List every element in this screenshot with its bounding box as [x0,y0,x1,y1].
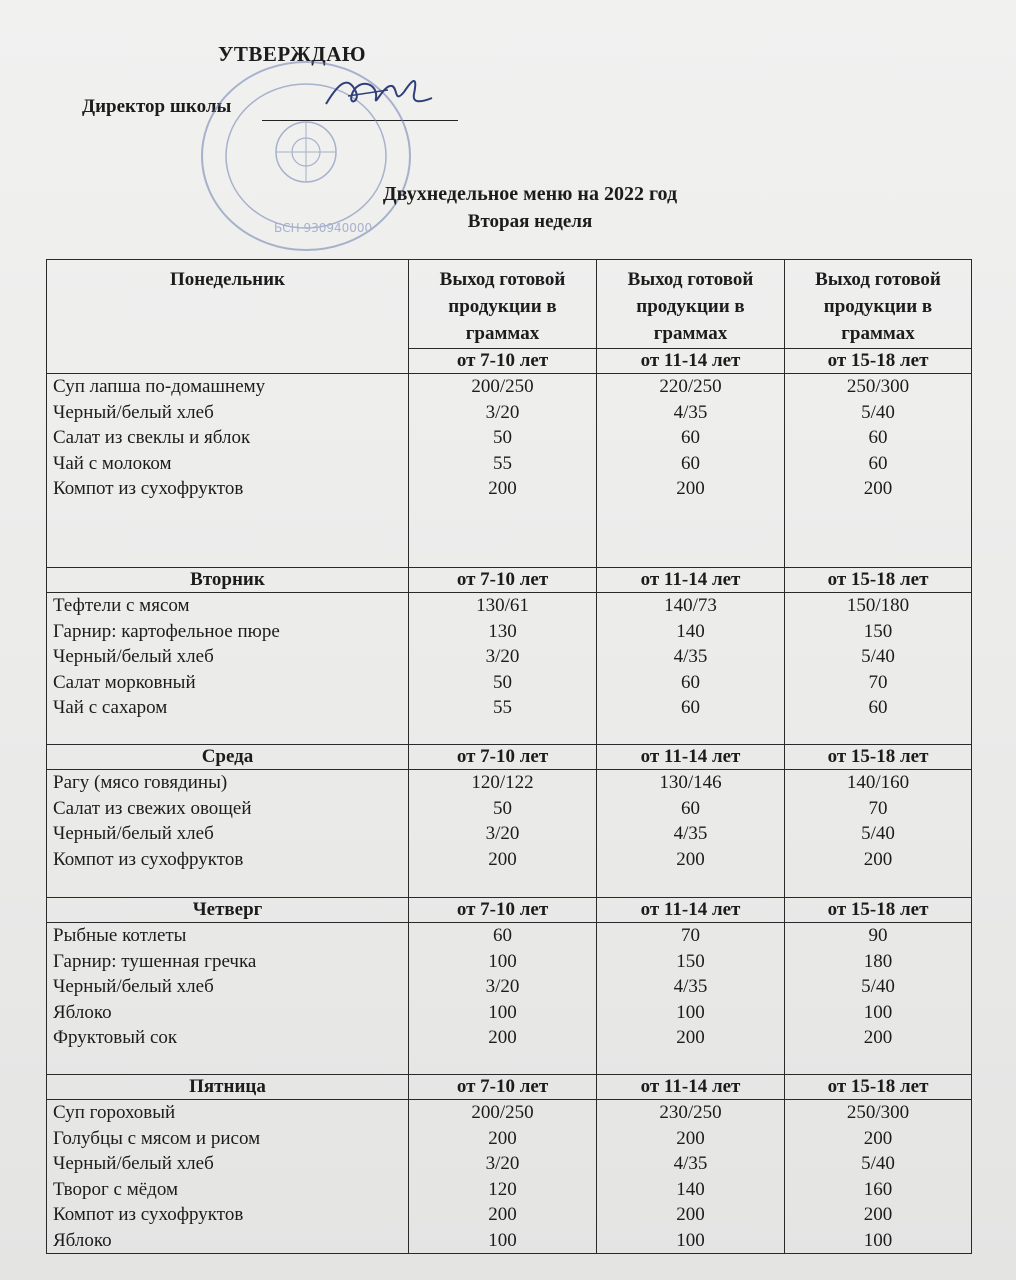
portion-value: 150/180 [846,595,910,616]
portion-value: 200 [863,478,893,499]
dish-name: Фруктовый сок [53,1027,178,1048]
portion-column [409,923,597,1075]
dish-list [47,923,409,1075]
portion-value: 120 [488,1178,517,1200]
portion-value: 100 [676,1001,705,1023]
portion-value: 3/20 [485,976,520,997]
portion-value: 4/35 [673,976,708,997]
portion-value: 200 [676,848,705,870]
dish-name: Черный/белый хлеб [53,401,214,423]
portion-value: 100 [863,1001,893,1023]
day-name: Пятница [47,1075,409,1100]
portion-value: 140 [676,620,705,642]
dish-name: Салат из свеклы и яблок [53,427,251,448]
dish-list [47,770,409,898]
portion-value: 55 [493,452,512,474]
day-items-row [47,374,972,568]
day-name: Четверг [47,898,409,923]
approve-heading: УТВЕРЖДАЮ [218,42,367,66]
portion-column [597,593,785,745]
age-group-label: от 7-10 лет [409,1075,597,1100]
portion-value: 200 [488,1204,517,1225]
portion-value: 90 [868,925,888,946]
portion-value: 3/20 [485,1153,520,1174]
portion-column [409,770,597,898]
portion-value: 200 [488,1127,517,1149]
portion-value: 200/250 [471,376,534,397]
dish-name: Чай с сахаром [53,697,168,718]
portion-value: 60 [681,797,700,819]
portion-value: 140 [676,1178,705,1200]
portion-value: 130/146 [659,772,722,793]
portion-value: 150 [676,950,705,972]
portion-value: 4/35 [673,1153,708,1174]
dish-name: Суп лапша по-домашнему [53,376,266,397]
portion-value: 60 [681,427,700,448]
dish-name: Черный/белый хлеб [53,646,214,667]
portion-value: 200 [863,1204,893,1225]
portion-value: 150 [863,620,893,642]
portion-value: 60 [868,452,888,474]
portion-column [785,1100,972,1254]
dish-list [47,593,409,745]
portion-column [597,770,785,898]
document-title: Двухнедельное меню на 2022 год [382,183,678,205]
portion-value: 3/20 [485,401,520,423]
stamp-text: БСН 930940000 [274,221,373,235]
portion-value: 200 [676,478,705,499]
portion-value: 250/300 [846,1102,910,1123]
age-group-label: от 7-10 лет [409,568,597,593]
portion-value: 60 [868,427,888,448]
portion-value: 70 [681,925,700,946]
day-items-row [47,593,972,745]
portion-value: 55 [493,697,512,718]
dish-name: Творог с мёдом [53,1178,179,1200]
portion-value: 130/61 [476,595,529,616]
portion-column [597,374,785,568]
portion-column [785,593,972,745]
age-group-1: от 7-10 лет [409,349,597,374]
age-group-label: от 11-14 лет [597,1075,785,1100]
col-header-1: Выход готовой продукции в граммах [409,260,597,349]
portion-value: 180 [863,950,893,972]
portion-column [785,923,972,1075]
day-header-row [47,898,972,923]
portion-value: 140/73 [664,595,717,616]
portion-value: 130 [488,620,517,642]
age-group-label: от 15-18 лет [785,1075,972,1100]
col-header-3: Выход готовой продукции в граммах [785,260,972,349]
portion-column [597,923,785,1075]
portion-column [409,593,597,745]
portion-value: 5/40 [861,646,895,667]
day-items-row [47,923,972,1075]
portion-value: 70 [868,671,888,693]
menu-table [46,259,972,1254]
portion-value: 120/122 [471,772,534,793]
portion-value: 200 [676,1204,705,1225]
portion-value: 4/35 [673,401,708,423]
portion-value: 4/35 [673,646,708,667]
dish-name: Гарнир: картофельное пюре [53,620,280,642]
dish-name: Гарнир: тушенная гречка [53,950,257,972]
age-group-2: от 11-14 лет [597,349,785,374]
dish-name: Тефтели с мясом [53,595,190,616]
dish-name: Компот из сухофруктов [53,478,244,499]
day-name: Вторник [47,568,409,593]
dish-name: Чай с молоком [53,452,172,474]
dish-name: Черный/белый хлеб [53,823,214,844]
portion-value: 220/250 [659,376,722,397]
age-group-3: от 15-18 лет [785,349,972,374]
day-items-row [47,1100,972,1254]
portion-column [409,374,597,568]
portion-value: 5/40 [861,401,895,423]
portion-column [785,374,972,568]
portion-value: 70 [868,797,888,819]
portion-value: 250/300 [846,376,910,397]
age-group-label: от 7-10 лет [409,898,597,923]
portion-value: 200 [676,1027,705,1048]
age-group-label: от 15-18 лет [785,745,972,770]
portion-value: 5/40 [861,1153,895,1174]
dish-list [47,1100,409,1254]
portion-column [597,1100,785,1254]
day-header-row [47,1075,972,1100]
portion-value: 4/35 [673,823,708,844]
portion-value: 200 [488,848,517,870]
dish-name: Салат морковный [53,671,196,693]
document-subtitle: Вторая неделя [467,211,593,232]
portion-value: 50 [493,797,512,819]
portion-value: 200 [676,1127,705,1149]
portion-value: 200 [863,1127,893,1149]
age-group-label: от 15-18 лет [785,568,972,593]
menu-table-body [47,260,972,1254]
portion-value: 200 [863,848,893,870]
portion-value: 60 [681,452,700,474]
dish-name: Суп гороховый [53,1102,176,1123]
portion-column [785,770,972,898]
director-signature [318,64,438,124]
age-group-label: от 15-18 лет [785,898,972,923]
portion-value: 60 [868,697,888,718]
director-label: Директор школы [82,96,232,117]
age-group-label: от 11-14 лет [597,745,785,770]
first-header-cell: Понедельник [47,260,409,374]
portion-value: 100 [676,1229,705,1251]
portion-value: 200/250 [471,1102,534,1123]
dish-list [47,374,409,568]
portion-value: 3/20 [485,646,520,667]
day-header-row [47,568,972,593]
age-group-label: от 7-10 лет [409,745,597,770]
portion-value: 200 [863,1027,893,1048]
day-name: Среда [47,745,409,770]
portion-value: 5/40 [861,976,895,997]
portion-value: 100 [488,950,517,972]
table-header-row [47,260,972,349]
day-items-row [47,770,972,898]
portion-column [409,1100,597,1254]
dish-name: Яблоко [53,1001,112,1023]
portion-value: 140/160 [846,772,910,793]
dish-name: Рагу (мясо говядины) [53,772,228,793]
portion-value: 160 [863,1178,893,1200]
col-header-2: Выход готовой продукции в граммах [597,260,785,349]
portion-value: 5/40 [861,823,895,844]
portion-value: 60 [681,697,700,718]
portion-value: 230/250 [659,1102,722,1123]
portion-value: 100 [488,1229,517,1251]
age-group-label: от 11-14 лет [597,898,785,923]
day-header-row [47,745,972,770]
dish-name: Компот из сухофруктов [53,848,244,870]
portion-value: 100 [863,1229,893,1251]
dish-name: Черный/белый хлеб [53,976,214,997]
portion-value: 60 [493,925,512,946]
portion-value: 50 [493,427,512,448]
portion-value: 100 [488,1001,517,1023]
dish-name: Рыбные котлеты [53,925,187,946]
portion-value: 200 [488,478,517,499]
dish-name: Черный/белый хлеб [53,1153,214,1174]
portion-value: 3/20 [485,823,520,844]
dish-name: Яблоко [53,1229,112,1251]
dish-name: Голубцы с мясом и рисом [53,1127,261,1149]
dish-name: Компот из сухофруктов [53,1204,244,1225]
dish-name: Салат из свежих овощей [53,797,252,819]
portion-value: 60 [681,671,700,693]
portion-value: 200 [488,1027,517,1048]
portion-value: 50 [493,671,512,693]
age-group-label: от 11-14 лет [597,568,785,593]
